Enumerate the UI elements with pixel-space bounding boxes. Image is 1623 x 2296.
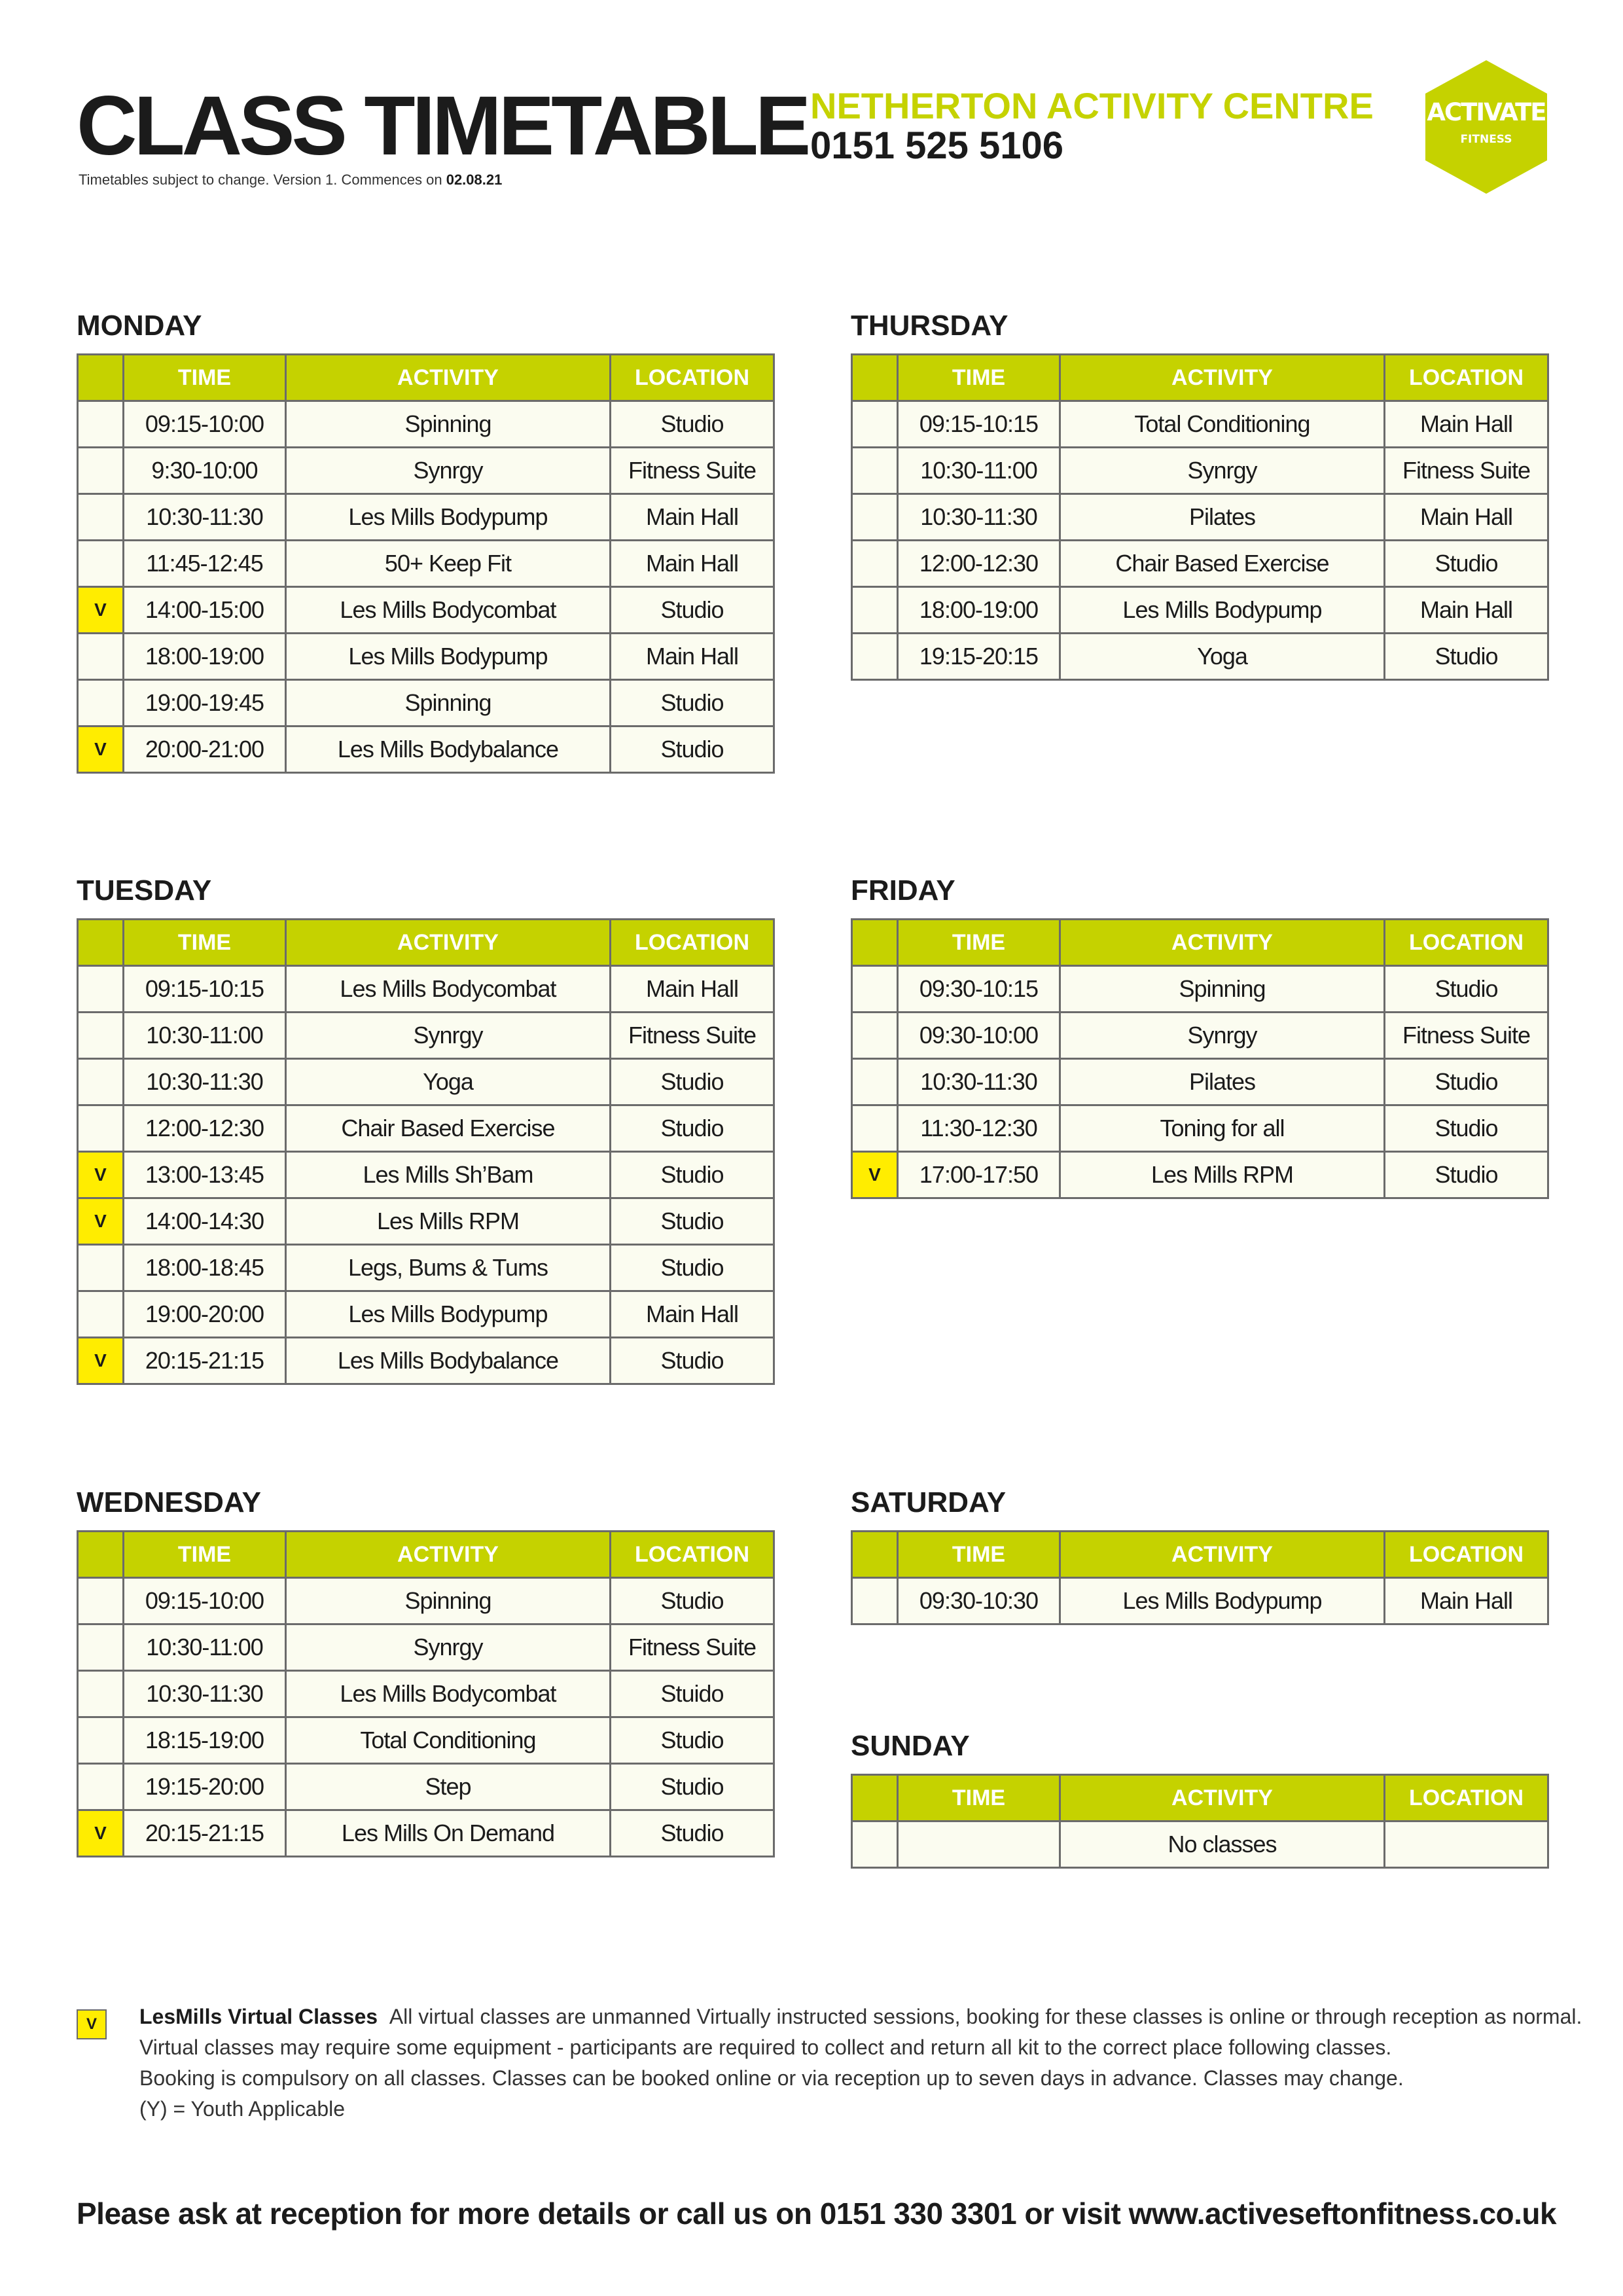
activity-cell: Les Mills Bodycombat bbox=[286, 966, 611, 1013]
time-cell: 09:15-10:15 bbox=[898, 401, 1060, 448]
activity-header: ACTIVITY bbox=[286, 920, 611, 966]
time-cell: 13:00-13:45 bbox=[124, 1152, 286, 1198]
time-cell: 19:00-19:45 bbox=[124, 680, 286, 726]
time-cell: 10:30-11:30 bbox=[898, 494, 1060, 541]
time-cell: 19:15-20:15 bbox=[898, 634, 1060, 680]
time-header: TIME bbox=[898, 1775, 1060, 1821]
header-row bbox=[852, 920, 1548, 966]
day-title: FRIDAY bbox=[851, 874, 955, 906]
timetable-monday bbox=[77, 353, 775, 774]
table-row bbox=[78, 1578, 774, 1624]
virtual-marker bbox=[78, 1624, 124, 1671]
table-row bbox=[852, 1821, 1548, 1868]
table-row bbox=[78, 541, 774, 587]
location-cell: Main Hall bbox=[1385, 1578, 1548, 1624]
location-cell: Studio bbox=[611, 1152, 774, 1198]
time-cell bbox=[898, 1821, 1060, 1868]
location-cell: Studio bbox=[611, 1578, 774, 1624]
time-cell: 20:00-21:00 bbox=[124, 726, 286, 773]
activity-cell: No classes bbox=[1060, 1821, 1385, 1868]
activity-cell: Spinning bbox=[286, 1578, 611, 1624]
time-cell: 09:30-10:00 bbox=[898, 1013, 1060, 1059]
activity-cell: Toning for all bbox=[1060, 1105, 1385, 1152]
activity-cell: Step bbox=[286, 1764, 611, 1810]
location-cell: Studio bbox=[611, 587, 774, 634]
time-header: TIME bbox=[898, 920, 1060, 966]
activity-cell: Synrgy bbox=[286, 1624, 611, 1671]
time-cell: 14:00-14:30 bbox=[124, 1198, 286, 1245]
activity-cell: Les Mills Bodycombat bbox=[286, 1671, 611, 1717]
location-cell: Studio bbox=[611, 1764, 774, 1810]
activity-cell: Total Conditioning bbox=[1060, 401, 1385, 448]
location-cell: Main Hall bbox=[611, 1291, 774, 1338]
table-row bbox=[78, 1152, 774, 1198]
time-cell: 10:30-11:00 bbox=[124, 1624, 286, 1671]
location-cell: Studio bbox=[1385, 541, 1548, 587]
virtual-marker bbox=[852, 1013, 898, 1059]
virtual-marker: V bbox=[78, 587, 124, 634]
location-cell: Studio bbox=[1385, 1152, 1548, 1198]
day-title: MONDAY bbox=[77, 310, 202, 342]
header-row bbox=[852, 1775, 1548, 1821]
table-row bbox=[78, 1245, 774, 1291]
time-cell: 09:15-10:00 bbox=[124, 1578, 286, 1624]
day-title: THURSDAY bbox=[851, 310, 1008, 342]
time-cell: 10:30-11:30 bbox=[124, 1671, 286, 1717]
virtual-marker bbox=[78, 1245, 124, 1291]
activity-cell: Synrgy bbox=[286, 448, 611, 494]
time-cell: 10:30-11:30 bbox=[124, 494, 286, 541]
time-header: TIME bbox=[124, 920, 286, 966]
location-header: LOCATION bbox=[1385, 1775, 1548, 1821]
table-row bbox=[78, 1198, 774, 1245]
virtual-marker bbox=[78, 448, 124, 494]
activity-cell: Les Mills RPM bbox=[286, 1198, 611, 1245]
footer-contact: Please ask at reception for more details or call us on 0151 330 3301 or visit www.activeseftonfitness.co.uk bbox=[77, 2197, 1557, 2231]
virtual-marker bbox=[852, 401, 898, 448]
location-header: LOCATION bbox=[1385, 920, 1548, 966]
time-cell: 10:30-11:00 bbox=[898, 448, 1060, 494]
location-cell: Studio bbox=[611, 726, 774, 773]
activity-cell: Les Mills Sh’Bam bbox=[286, 1152, 611, 1198]
timetable-note bbox=[79, 171, 502, 188]
activity-cell: Spinning bbox=[286, 401, 611, 448]
day-title: SATURDAY bbox=[851, 1486, 1007, 1518]
time-cell: 14:00-15:00 bbox=[124, 587, 286, 634]
table-row bbox=[78, 1624, 774, 1671]
table-row bbox=[78, 634, 774, 680]
commence-date: 02.08.21 bbox=[446, 171, 503, 188]
virtual-marker bbox=[852, 587, 898, 634]
table-row bbox=[78, 1105, 774, 1152]
virtual-marker bbox=[78, 680, 124, 726]
location-cell: Studio bbox=[611, 1810, 774, 1857]
hexagon-logo-icon bbox=[1425, 60, 1547, 194]
virtual-marker: V bbox=[78, 1338, 124, 1384]
time-cell: 10:30-11:30 bbox=[898, 1059, 1060, 1105]
time-cell: 9:30-10:00 bbox=[124, 448, 286, 494]
legend-text bbox=[139, 2001, 1623, 2125]
virtual-marker: V bbox=[78, 1810, 124, 1857]
time-cell: 19:15-20:00 bbox=[124, 1764, 286, 1810]
time-header: TIME bbox=[124, 1532, 286, 1578]
activity-cell: Synrgy bbox=[1060, 1013, 1385, 1059]
centre-name: NETHERTON ACTIVITY CENTRE bbox=[810, 85, 1374, 126]
virtual-marker: V bbox=[78, 1198, 124, 1245]
location-header: LOCATION bbox=[611, 355, 774, 401]
virtual-marker bbox=[852, 634, 898, 680]
virtual-marker bbox=[78, 1105, 124, 1152]
table-row bbox=[78, 1013, 774, 1059]
virtual-marker bbox=[852, 1059, 898, 1105]
location-cell: Studio bbox=[611, 1105, 774, 1152]
time-cell: 11:30-12:30 bbox=[898, 1105, 1060, 1152]
table-row bbox=[78, 1338, 774, 1384]
header-row bbox=[852, 355, 1548, 401]
location-cell: Studio bbox=[611, 1717, 774, 1764]
virtual-marker bbox=[78, 1291, 124, 1338]
activity-header: ACTIVITY bbox=[286, 355, 611, 401]
activity-cell: Les Mills Bodybalance bbox=[286, 726, 611, 773]
activity-cell: Pilates bbox=[1060, 1059, 1385, 1105]
header-row bbox=[78, 1532, 774, 1578]
virtual-marker bbox=[852, 1578, 898, 1624]
table-row bbox=[852, 494, 1548, 541]
table-row bbox=[78, 1810, 774, 1857]
time-cell: 10:30-11:30 bbox=[124, 1059, 286, 1105]
activity-cell: Les Mills Bodypump bbox=[1060, 1578, 1385, 1624]
virtual-marker bbox=[852, 1821, 898, 1868]
centre-phone: 0151 525 5106 bbox=[810, 124, 1064, 167]
time-header: TIME bbox=[898, 355, 1060, 401]
table-row bbox=[852, 541, 1548, 587]
time-cell: 09:15-10:15 bbox=[124, 966, 286, 1013]
location-header: LOCATION bbox=[611, 920, 774, 966]
timetable-friday bbox=[851, 918, 1549, 1199]
table-row bbox=[852, 966, 1548, 1013]
activity-header: ACTIVITY bbox=[1060, 920, 1385, 966]
activity-cell: Les Mills Bodycombat bbox=[286, 587, 611, 634]
activate-fitness-logo bbox=[1425, 60, 1547, 194]
time-header: TIME bbox=[124, 355, 286, 401]
day-monday bbox=[77, 306, 773, 774]
virtual-marker bbox=[78, 1671, 124, 1717]
location-header: LOCATION bbox=[1385, 355, 1548, 401]
legend-body-3: (Y) = Youth Applicable bbox=[139, 2097, 346, 2121]
location-cell: Studio bbox=[611, 680, 774, 726]
time-cell: 12:00-12:30 bbox=[124, 1105, 286, 1152]
time-cell: 19:00-20:00 bbox=[124, 1291, 286, 1338]
activity-cell: Yoga bbox=[286, 1059, 611, 1105]
virtual-marker: V bbox=[78, 726, 124, 773]
virtual-marker bbox=[78, 1764, 124, 1810]
table-row bbox=[78, 1671, 774, 1717]
location-cell: Main Hall bbox=[611, 966, 774, 1013]
day-friday bbox=[851, 871, 1547, 1199]
activity-cell: Synrgy bbox=[286, 1013, 611, 1059]
table-row bbox=[852, 587, 1548, 634]
location-cell: Studio bbox=[611, 1059, 774, 1105]
location-cell bbox=[1385, 1821, 1548, 1868]
time-cell: 20:15-21:15 bbox=[124, 1338, 286, 1384]
time-cell: 12:00-12:30 bbox=[898, 541, 1060, 587]
location-cell: Fitness Suite bbox=[611, 1013, 774, 1059]
legend-body-2: Booking is compulsory on all classes. Classes can be booked online or via reception up to seven days in advance. Classes may change. bbox=[139, 2066, 1404, 2090]
day-sunday bbox=[851, 1727, 1547, 1869]
time-cell: 18:00-18:45 bbox=[124, 1245, 286, 1291]
virtual-marker: V bbox=[78, 1152, 124, 1198]
activity-cell: Chair Based Exercise bbox=[286, 1105, 611, 1152]
location-cell: Fitness Suite bbox=[611, 1624, 774, 1671]
time-cell: 10:30-11:00 bbox=[124, 1013, 286, 1059]
activity-cell: Synrgy bbox=[1060, 448, 1385, 494]
virtual-marker-key: V bbox=[77, 2009, 107, 2039]
day-thursday bbox=[851, 306, 1547, 681]
virtual-marker bbox=[78, 1578, 124, 1624]
location-cell: Fitness Suite bbox=[1385, 448, 1548, 494]
time-cell: 09:30-10:30 bbox=[898, 1578, 1060, 1624]
marker-header bbox=[852, 1532, 898, 1578]
activity-cell: Les Mills On Demand bbox=[286, 1810, 611, 1857]
day-tuesday bbox=[77, 871, 773, 1385]
activity-cell: Pilates bbox=[1060, 494, 1385, 541]
location-cell: Studio bbox=[611, 1245, 774, 1291]
virtual-marker bbox=[852, 494, 898, 541]
timetable-thursday bbox=[851, 353, 1549, 681]
virtual-marker bbox=[78, 1013, 124, 1059]
logo-sub-text: FITNESS bbox=[1460, 133, 1512, 146]
virtual-marker bbox=[78, 494, 124, 541]
activity-header: ACTIVITY bbox=[1060, 1532, 1385, 1578]
virtual-marker bbox=[852, 1105, 898, 1152]
activity-cell: Les Mills Bodypump bbox=[286, 494, 611, 541]
location-cell: Studio bbox=[1385, 1059, 1548, 1105]
time-cell: 18:00-19:00 bbox=[898, 587, 1060, 634]
location-cell: Main Hall bbox=[1385, 494, 1548, 541]
location-cell: Studio bbox=[1385, 966, 1548, 1013]
marker-header bbox=[852, 1775, 898, 1821]
time-cell: 09:30-10:15 bbox=[898, 966, 1060, 1013]
table-row bbox=[78, 1059, 774, 1105]
virtual-marker bbox=[78, 401, 124, 448]
table-row bbox=[78, 494, 774, 541]
location-cell: Studio bbox=[611, 1198, 774, 1245]
page-title: CLASS TIMETABLE bbox=[77, 79, 808, 173]
activity-cell: Spinning bbox=[1060, 966, 1385, 1013]
day-title: WEDNESDAY bbox=[77, 1486, 261, 1518]
time-cell: 17:00-17:50 bbox=[898, 1152, 1060, 1198]
activity-header: ACTIVITY bbox=[1060, 1775, 1385, 1821]
table-row bbox=[852, 634, 1548, 680]
location-cell: Studio bbox=[611, 1338, 774, 1384]
virtual-marker: V bbox=[852, 1152, 898, 1198]
marker-header bbox=[78, 1532, 124, 1578]
table-row bbox=[852, 1013, 1548, 1059]
activity-cell: Les Mills RPM bbox=[1060, 1152, 1385, 1198]
marker-header bbox=[78, 920, 124, 966]
timetable-saturday bbox=[851, 1530, 1549, 1625]
location-header: LOCATION bbox=[1385, 1532, 1548, 1578]
activity-cell: Spinning bbox=[286, 680, 611, 726]
table-row bbox=[852, 1059, 1548, 1105]
activity-cell: Les Mills Bodypump bbox=[1060, 587, 1385, 634]
virtual-marker bbox=[78, 966, 124, 1013]
virtual-marker bbox=[78, 1059, 124, 1105]
location-cell: Studio bbox=[611, 401, 774, 448]
activity-cell: Les Mills Bodybalance bbox=[286, 1338, 611, 1384]
table-row bbox=[78, 1291, 774, 1338]
location-cell: Main Hall bbox=[1385, 587, 1548, 634]
activity-cell: 50+ Keep Fit bbox=[286, 541, 611, 587]
time-cell: 20:15-21:15 bbox=[124, 1810, 286, 1857]
location-cell: Fitness Suite bbox=[1385, 1013, 1548, 1059]
time-cell: 09:15-10:00 bbox=[124, 401, 286, 448]
table-row bbox=[78, 448, 774, 494]
activity-cell: Yoga bbox=[1060, 634, 1385, 680]
table-row bbox=[852, 448, 1548, 494]
time-cell: 18:00-19:00 bbox=[124, 634, 286, 680]
time-cell: 18:15-19:00 bbox=[124, 1717, 286, 1764]
marker-header bbox=[852, 355, 898, 401]
day-title: SUNDAY bbox=[851, 1730, 970, 1762]
activity-cell: Legs, Bums & Tums bbox=[286, 1245, 611, 1291]
location-header: LOCATION bbox=[611, 1532, 774, 1578]
activity-cell: Total Conditioning bbox=[286, 1717, 611, 1764]
activity-header: ACTIVITY bbox=[286, 1532, 611, 1578]
timetable-note-text: Timetables subject to change. Version 1. Commences on bbox=[79, 171, 446, 188]
legend-body-1: All virtual classes are unmanned Virtually instructed sessions, booking for these classes is online or through reception as normal. Virtual classes may require some equipment - participants are required to collect and return all kit to the correct place following classes. bbox=[139, 2005, 1582, 2059]
location-cell: Studio bbox=[1385, 634, 1548, 680]
table-row bbox=[78, 726, 774, 773]
timetable-tuesday bbox=[77, 918, 775, 1385]
table-row bbox=[852, 1105, 1548, 1152]
table-row bbox=[78, 1764, 774, 1810]
table-row bbox=[852, 1578, 1548, 1624]
header-row bbox=[78, 355, 774, 401]
location-cell: Stuido bbox=[611, 1671, 774, 1717]
marker-header bbox=[852, 920, 898, 966]
table-row bbox=[852, 401, 1548, 448]
location-cell: Main Hall bbox=[1385, 401, 1548, 448]
location-cell: Fitness Suite bbox=[611, 448, 774, 494]
virtual-marker bbox=[852, 966, 898, 1013]
virtual-marker bbox=[852, 541, 898, 587]
virtual-marker bbox=[78, 634, 124, 680]
table-row bbox=[78, 401, 774, 448]
location-cell: Main Hall bbox=[611, 634, 774, 680]
virtual-marker bbox=[78, 1717, 124, 1764]
timetable-wednesday bbox=[77, 1530, 775, 1857]
day-wednesday bbox=[77, 1483, 773, 1857]
virtual-marker bbox=[78, 541, 124, 587]
day-saturday bbox=[851, 1483, 1547, 1625]
time-header: TIME bbox=[898, 1532, 1060, 1578]
day-title: TUESDAY bbox=[77, 874, 212, 906]
timetable-sunday bbox=[851, 1774, 1549, 1869]
virtual-marker bbox=[852, 448, 898, 494]
activity-cell: Les Mills Bodypump bbox=[286, 1291, 611, 1338]
time-cell: 11:45-12:45 bbox=[124, 541, 286, 587]
logo-main-text: ACTIVATE bbox=[1427, 98, 1546, 126]
marker-header bbox=[78, 355, 124, 401]
table-row bbox=[852, 1152, 1548, 1198]
location-cell: Main Hall bbox=[611, 494, 774, 541]
activity-header: ACTIVITY bbox=[1060, 355, 1385, 401]
table-row bbox=[78, 680, 774, 726]
table-row bbox=[78, 1717, 774, 1764]
header-row bbox=[78, 920, 774, 966]
table-row bbox=[78, 966, 774, 1013]
location-cell: Main Hall bbox=[611, 541, 774, 587]
table-row bbox=[78, 587, 774, 634]
header-row bbox=[852, 1532, 1548, 1578]
activity-cell: Les Mills Bodypump bbox=[286, 634, 611, 680]
legend-heading: LesMills Virtual Classes bbox=[139, 2005, 378, 2028]
location-cell: Studio bbox=[1385, 1105, 1548, 1152]
activity-cell: Chair Based Exercise bbox=[1060, 541, 1385, 587]
